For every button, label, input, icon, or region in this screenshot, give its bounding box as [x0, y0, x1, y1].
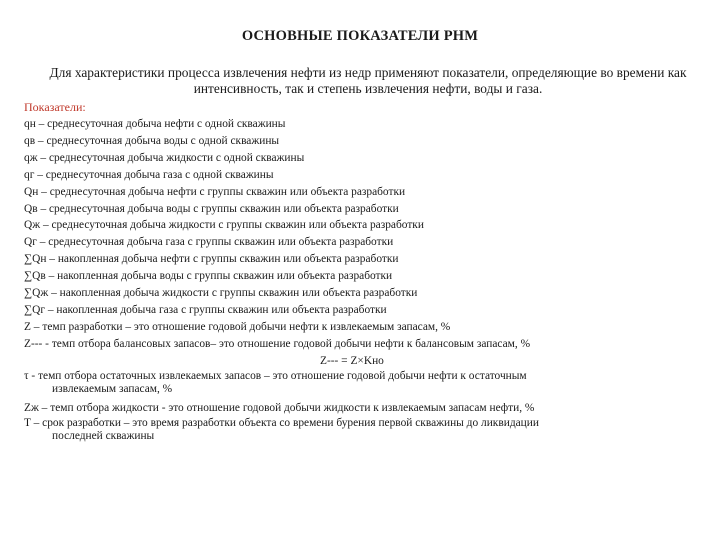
- t-line-1: T – срок разработки – это время разработки объекта со времени бурения первой скважины до ликвидации: [24, 416, 539, 429]
- tau-definition: [24, 370, 704, 397]
- indicator-line: ∑Qг – накопленная добыча газа с группы скважин или объекта разработки: [24, 303, 387, 316]
- zzh-definition: Zж – темп отбора жидкости - это отношение годовой добычи жидкости к извлекаемым запасам нефти, %: [24, 401, 535, 414]
- indicator-list: [24, 99, 704, 447]
- t-line-2: последней скважины: [52, 430, 155, 443]
- indicator-line: Z--- - темп отбора балансовых запасов– это отношение годовой добычи нефти к балансовым запасам, %: [24, 337, 531, 350]
- indicator-line: ∑Qв – накопленная добыча воды с группы скважин или объекта разработки: [24, 270, 393, 283]
- indicator-line: Qг – среднесуточная добыча газа с группы скважин или объекта разработки: [24, 236, 394, 249]
- indicator-line: qг – среднесуточная добыча газа с одной скважины: [24, 168, 274, 181]
- indicator-line: Z – темп разработки – это отношение годовой добычи нефти к извлекаемым запасам, %: [24, 320, 451, 333]
- indicator-line: ∑Qн – накопленная добыча нефти с группы скважин или объекта разработки: [24, 253, 399, 266]
- formula: Z--- = Z×Kно: [320, 354, 384, 367]
- indicators-label: Показатели:: [24, 100, 86, 114]
- indicator-line: Qн – среднесуточная добыча нефти с группы скважин или объекта разработки: [24, 185, 406, 198]
- indicator-line: qн – среднесуточная добыча нефти с одной скважины: [24, 118, 286, 130]
- indicator-line: ∑Qж – накопленная добыча жидкости с группы скважин или объекта разработки: [24, 287, 418, 300]
- indicator-line: Qв – среднесуточная добыча воды с группы скважин или объекта разработки: [24, 202, 399, 215]
- indicator-line: qв – среднесуточная добыча воды с одной скважины: [24, 134, 280, 147]
- intro-paragraph: Для характеристики процесса извлечения нефти из недр применяют показатели, определяющие во времени как интенсивность, так и степень извлечения нефти, воды и газа.: [49, 65, 687, 96]
- page-title: ОСНОВНЫЕ ПОКАЗАТЕЛИ РНМ: [241, 28, 479, 44]
- t-definition: [24, 417, 704, 444]
- indicator-line: Qж – среднесуточная добыча жидкости с группы скважин или объекта разработки: [24, 219, 424, 232]
- tau-line-2: извлекаемым запасам, %: [52, 383, 173, 396]
- tau-line-1: τ - темп отбора остаточных извлекаемых запасов – это отношение годовой добычи нефти к остаточным: [24, 369, 527, 382]
- indicator-line: qж – среднесуточная добыча жидкости с одной скважины: [24, 151, 305, 164]
